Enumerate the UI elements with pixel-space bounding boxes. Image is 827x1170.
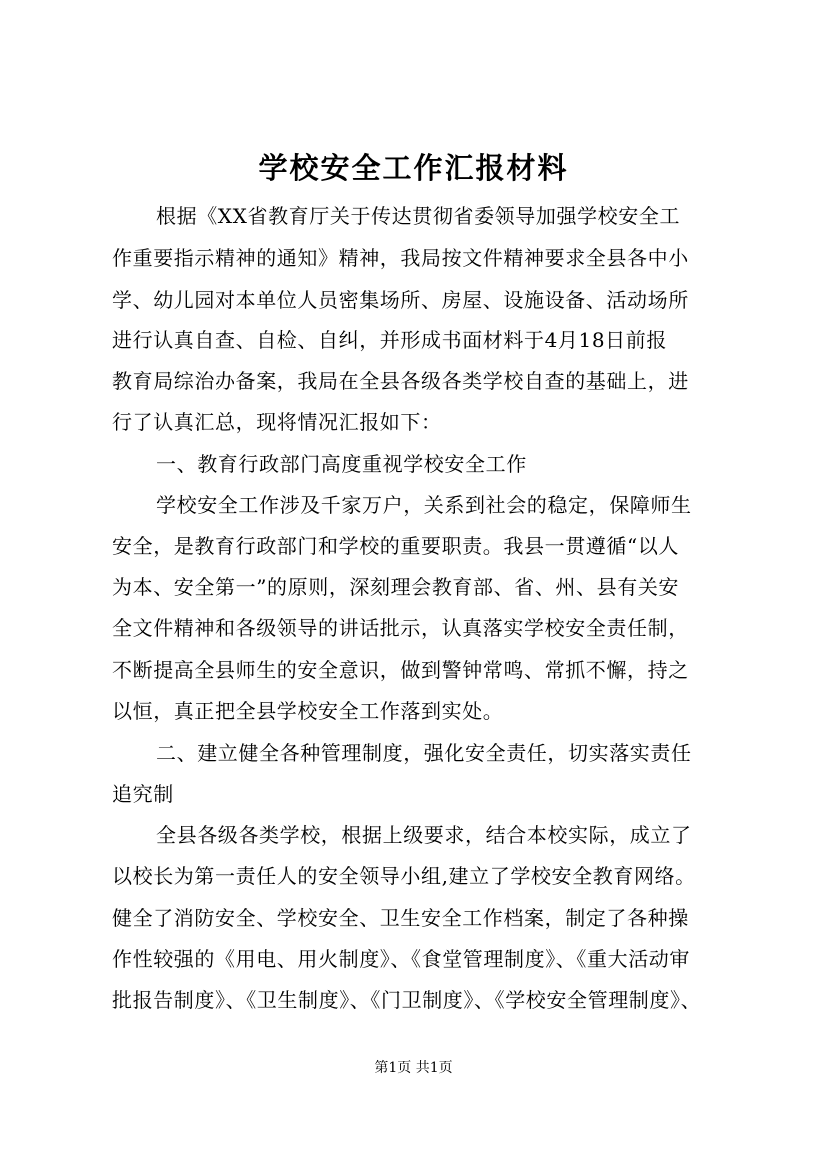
document-title: 学校安全工作汇报材料 <box>258 151 569 185</box>
paragraph-line: 作重要指示精神的通知》精神，我局按文件精神要求全县各中小 <box>112 246 689 270</box>
paragraph-line: 根据《XX省教育厅关于传达贯彻省委领导加强学校安全工 <box>156 204 681 228</box>
paragraph-line: 作性较强的《用电、用火制度》、《食堂管理制度》、《重大活动审 <box>112 947 690 971</box>
paragraph-line: 不断提高全县师生的安全意识，做到警钟常鸣、常抓不懈，持之 <box>112 658 689 682</box>
paragraph-line: 教育局综治办备案，我局在全县各级各类学校自查的基础上，进 <box>112 369 689 393</box>
section-heading-continued: 追究制 <box>112 782 174 806</box>
paragraph-line: 以恒，真正把全县学校安全工作落到实处。 <box>112 699 504 723</box>
page-number-footer: 第1页 共1页 <box>374 1060 453 1076</box>
paragraph-line: 进行认真自查、自检、自纠，并形成书面材料于4月18日前报 <box>112 328 667 352</box>
paragraph-line: 学校安全工作涉及千家万户，关系到社会的稳定，保障师生 <box>156 493 692 517</box>
paragraph-line: 行了认真汇总，现将情况汇报如下： <box>112 410 442 434</box>
paragraph-line: 全文件精神和各级领导的讲话批示，认真落实学校安全责任制， <box>112 616 689 640</box>
paragraph-line: 以校长为第一责任人的安全领导小组,建立了学校安全教育网络。 <box>112 864 696 888</box>
paragraph-line: 安全，是教育行政部门和学校的重要职责。我县一贯遵循“以人 <box>112 534 680 558</box>
paragraph-line: 健全了消防安全、学校安全、卫生安全工作档案，制定了各种操 <box>112 906 689 930</box>
section-heading: 二、建立健全各种管理制度，强化安全责任，切实落实责任 <box>156 741 692 765</box>
paragraph-line: 为本、安全第一”的原则，深刻理会教育部、省、州、县有关安 <box>112 575 680 599</box>
paragraph-line: 学、幼儿园对本单位人员密集场所、房屋、设施设备、活动场所 <box>112 288 689 312</box>
paragraph-line: 全县各级各类学校，根据上级要求，结合本校实际，成立了 <box>156 823 692 847</box>
paragraph-line: 批报告制度》、《卫生制度》、《门卫制度》、《学校安全管理制度》、 <box>112 988 702 1012</box>
section-heading: 一、教育行政部门高度重视学校安全工作 <box>156 452 527 476</box>
